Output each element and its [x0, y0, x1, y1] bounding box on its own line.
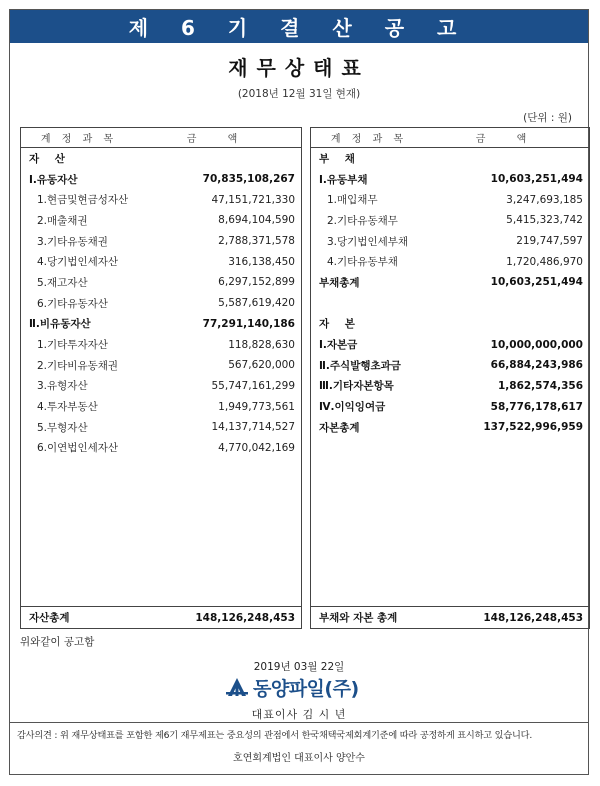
- row-amount: 118,828,630: [228, 338, 295, 351]
- table-row: [311, 355, 589, 376]
- audit-opinion: 감사의견 : 위 재무상태표를 포함한 제6기 재무제표는 중요성의 관점에서 한국채택국제회계기준에 따라 공정하게 표시하고 있습니다.: [17, 730, 533, 741]
- total-amount: 148,126,248,453: [195, 611, 295, 624]
- row-label: Ⅱ.비유동자산: [29, 318, 91, 331]
- table-row: [311, 334, 589, 355]
- row-label: 1.매입채무: [327, 194, 378, 207]
- row-amount: 6,297,152,899: [218, 276, 295, 289]
- row-amount: 55,747,161,299: [211, 379, 295, 392]
- row-amount: 8,694,104,590: [218, 214, 295, 227]
- assets-header: [21, 128, 301, 148]
- row-amount: 3,247,693,185: [506, 193, 583, 206]
- row-label: 3.기타유동채권: [37, 235, 108, 248]
- row-amount: 47,151,721,330: [211, 193, 295, 206]
- divider: [10, 722, 588, 723]
- row-amount: 219,747,597: [516, 235, 583, 248]
- assets-rows: [21, 148, 301, 458]
- table-row: [21, 272, 301, 293]
- amount-header: 금 액: [475, 134, 541, 145]
- row-amount: 14,137,714,527: [211, 421, 295, 434]
- row-label: Ⅳ.이익잉여금: [319, 401, 386, 414]
- statement-title: 재무상태표: [228, 56, 370, 80]
- announcement-date: 2019년 03월 22일: [253, 661, 345, 673]
- row-label: 5.재고자산: [37, 276, 88, 289]
- table-row: [311, 417, 589, 438]
- table-row: [21, 334, 301, 355]
- account-header: 계 정 과 목: [330, 134, 408, 145]
- table-row: [21, 355, 301, 376]
- table-row: [21, 314, 301, 335]
- table-row: [311, 169, 589, 190]
- table-row: [311, 251, 589, 272]
- equity-rows: [311, 334, 589, 437]
- row-label: 3.유형자산: [37, 380, 88, 393]
- row-label: 4.기타유동부채: [327, 256, 398, 269]
- company-logo: [225, 676, 359, 698]
- row-amount: 137,522,996,959: [483, 421, 583, 434]
- table-row: [21, 396, 301, 417]
- row-label: 2.기타유동채무: [327, 214, 398, 227]
- table-row: [311, 189, 589, 210]
- section-label: 자 산: [29, 152, 71, 165]
- table-row: [21, 293, 301, 314]
- table-row: [21, 210, 301, 231]
- row-label: Ⅲ.기타자본항목: [319, 380, 394, 393]
- notice-frame: [9, 9, 589, 775]
- currency-unit: (단위 : 원): [523, 112, 572, 124]
- row-label: Ⅰ.자본금: [319, 339, 358, 352]
- liabilities-equity-rows: [311, 148, 589, 438]
- row-label: 부채총계: [319, 276, 360, 289]
- table-row: [21, 417, 301, 438]
- row-label: 6.기타유동자산: [37, 297, 108, 310]
- row-amount: 4,770,042,169: [218, 441, 295, 454]
- row-label: 4.투자부동산: [37, 401, 98, 414]
- table-row: [21, 438, 301, 459]
- row-label: 3.당기법인세부채: [327, 235, 409, 248]
- table-row: [311, 231, 589, 252]
- assets-table: [20, 127, 302, 629]
- table-row: [311, 396, 589, 417]
- row-label: 1.현금및현금성자산: [37, 194, 129, 207]
- spacer-row: [311, 293, 589, 314]
- company-name: 동양파일(주): [253, 677, 359, 700]
- total-label: 부채와 자본 총계: [319, 612, 398, 624]
- row-amount: 316,138,450: [228, 255, 295, 268]
- table-row: [21, 231, 301, 252]
- table-row: [21, 189, 301, 210]
- table-row: [21, 251, 301, 272]
- table-row: [311, 210, 589, 231]
- row-amount: 1,720,486,970: [506, 255, 583, 268]
- ceo-signature: 대표이사 김 시 년: [251, 708, 347, 721]
- liabilities-header: [311, 128, 589, 148]
- row-label: Ⅰ.유동자산: [29, 173, 78, 186]
- row-amount: 5,415,323,742: [506, 214, 583, 227]
- row-amount: 2,788,371,578: [218, 235, 295, 248]
- row-amount: 77,291,140,186: [202, 317, 295, 330]
- row-amount: 10,603,251,494: [490, 173, 583, 186]
- row-amount: 70,835,108,267: [202, 173, 295, 186]
- as-of-date: (2018년 12월 31일 현재): [237, 88, 361, 100]
- equity-section-heading: [311, 314, 589, 335]
- section-label: 부 채: [319, 152, 361, 165]
- row-label: 자본총계: [319, 421, 360, 434]
- liabilities-equity-table: [310, 127, 590, 629]
- table-row: [21, 376, 301, 397]
- table-row: [311, 272, 589, 293]
- company-logo-icon: [225, 677, 249, 697]
- total-label: 자산총계: [29, 612, 70, 624]
- row-label: 5.무형자산: [37, 421, 88, 434]
- liabilities-rows: [311, 169, 589, 293]
- row-amount: 66,884,243,986: [490, 359, 583, 372]
- notice-banner: 제 6 기 결 산 공 고: [10, 10, 588, 43]
- row-label: Ⅰ.유동부채: [319, 173, 368, 186]
- row-label: 2.기타비유동채권: [37, 359, 119, 372]
- row-label: 1.기타투자자산: [37, 339, 108, 352]
- row-label: 2.매출채권: [37, 214, 88, 227]
- row-amount: 1,949,773,561: [218, 400, 295, 413]
- row-label: 4.당기법인세자산: [37, 256, 119, 269]
- row-label: 6.이연법인세자산: [37, 442, 119, 455]
- section-label: 자 본: [319, 318, 361, 331]
- total-amount: 148,126,248,453: [483, 611, 583, 624]
- liabilities-equity-total-row: [311, 606, 589, 628]
- row-amount: 567,620,000: [228, 359, 295, 372]
- assets-section-heading: [21, 148, 301, 169]
- table-row: [311, 376, 589, 397]
- amount-header: 금 액: [186, 134, 252, 145]
- row-amount: 5,587,619,420: [218, 297, 295, 310]
- assets-total-row: [21, 606, 301, 628]
- row-amount: 10,000,000,000: [490, 338, 583, 351]
- auditor-name: 호연회계법인 대표이사 양안수: [233, 753, 365, 764]
- row-amount: 1,862,574,356: [497, 379, 583, 392]
- table-row: [21, 169, 301, 190]
- account-header: 계 정 과 목: [40, 134, 118, 145]
- row-amount: 10,603,251,494: [490, 276, 583, 289]
- row-label: Ⅱ.주식발행초과금: [319, 359, 401, 372]
- liabilities-section-heading: [311, 148, 589, 169]
- row-amount: 58,776,178,617: [490, 400, 583, 413]
- announcement-note: 위와같이 공고함: [20, 636, 95, 648]
